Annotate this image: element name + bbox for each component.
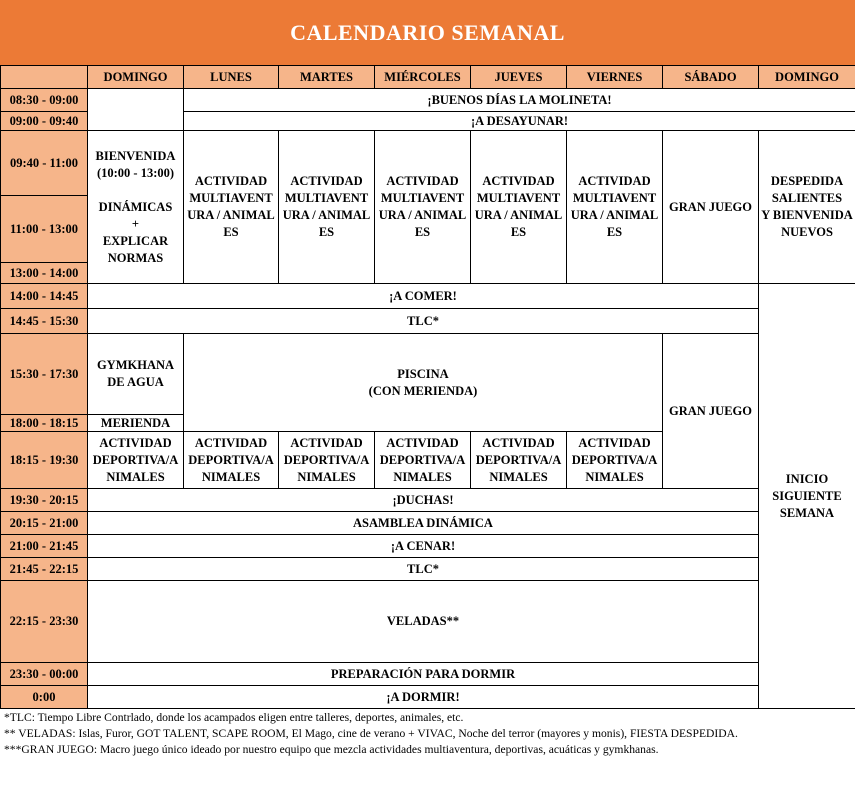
day-header: MARTES [278, 65, 375, 89]
event-actividad-multiaventura: ACTIVIDAD MULTIAVENTURA / ANIMALES [374, 130, 471, 284]
footnote-veladas: ** VELADAS: Islas, Furor, GOT TALENT, SCAPE ROOM, El Mago, cine de verano + VIVAC, Noche del terror (mayores y monis), FIESTA DESPEDIDA. [4, 727, 738, 740]
time-slot: 09:00 - 09:40 [0, 111, 88, 131]
day-header: DOMINGO [758, 65, 855, 89]
event-comer: ¡A COMER! [87, 283, 759, 309]
day-header: MIÉRCOLES [374, 65, 471, 89]
page-title: CALENDARIO SEMANAL [0, 0, 855, 65]
event-actividad-deportiva: ACTIVIDAD DEPORTIVA/ANIMALES [183, 431, 279, 489]
event-actividad-multiaventura: ACTIVIDAD MULTIAVENTURA / ANIMALES [278, 130, 375, 284]
event-veladas: VELADAS** [87, 580, 759, 663]
event-desayunar: ¡A DESAYUNAR! [183, 111, 855, 131]
time-slot: 18:15 - 19:30 [0, 431, 88, 489]
event-duchas: ¡DUCHAS! [87, 488, 759, 512]
event-inicio-siguiente-semana: INICIO SIGUIENTE SEMANA [758, 283, 855, 709]
event-gran-juego: GRAN JUEGO [662, 333, 759, 489]
footnotes [4, 710, 852, 758]
time-slot: 15:30 - 17:30 [0, 333, 88, 415]
time-slot: 20:15 - 21:00 [0, 511, 88, 535]
event-actividad-deportiva: ACTIVIDAD DEPORTIVA/ANIMALES [278, 431, 375, 489]
time-slot: 08:30 - 09:00 [0, 88, 88, 112]
time-slot: 13:00 - 14:00 [0, 262, 88, 284]
time-slot: 0:00 [0, 685, 88, 709]
event-actividad-multiaventura: ACTIVIDAD MULTIAVENTURA / ANIMALES [470, 130, 567, 284]
time-slot: 14:45 - 15:30 [0, 308, 88, 334]
time-slot: 11:00 - 13:00 [0, 195, 88, 263]
event-gymkhana: GYMKHANA DE AGUA [87, 333, 184, 415]
day-header: LUNES [183, 65, 279, 89]
empty-cell [87, 88, 184, 131]
event-actividad-multiaventura: ACTIVIDAD MULTIAVENTURA / ANIMALES [183, 130, 279, 284]
event-actividad-deportiva: ACTIVIDAD DEPORTIVA/ANIMALES [470, 431, 567, 489]
day-header: DOMINGO [87, 65, 184, 89]
event-asamblea: ASAMBLEA DINÁMICA [87, 511, 759, 535]
event-bienvenida: BIENVENIDA (10:00 - 13:00) DINÁMICAS + EXPLICAR NORMAS [87, 130, 184, 284]
event-actividad-deportiva: ACTIVIDAD DEPORTIVA/ANIMALES [87, 431, 184, 489]
event-despedida: DESPEDIDA SALIENTES Y BIENVENIDA NUEVOS [758, 130, 855, 284]
header-corner [0, 65, 88, 89]
event-actividad-deportiva: ACTIVIDAD DEPORTIVA/ANIMALES [566, 431, 663, 489]
day-header: JUEVES [470, 65, 567, 89]
event-tlc: TLC* [87, 308, 759, 334]
event-actividad-deportiva: ACTIVIDAD DEPORTIVA/ANIMALES [374, 431, 471, 489]
event-cenar: ¡A CENAR! [87, 534, 759, 558]
time-slot: 23:30 - 00:00 [0, 662, 88, 686]
footnote-gran-juego: ***GRAN JUEGO: Macro juego único ideado por nuestro equipo que mezcla actividades multiaventura, deportivas, acuáticas y gymkhanas. [4, 743, 659, 756]
day-header: SÁBADO [662, 65, 759, 89]
time-slot: 18:00 - 18:15 [0, 414, 88, 432]
time-slot: 14:00 - 14:45 [0, 283, 88, 309]
time-slot: 21:00 - 21:45 [0, 534, 88, 558]
event-dormir: ¡A DORMIR! [87, 685, 759, 709]
event-merienda: MERIENDA [87, 414, 184, 432]
event-tlc: TLC* [87, 557, 759, 581]
time-slot: 22:15 - 23:30 [0, 580, 88, 663]
event-piscina: PISCINA (CON MERIENDA) [183, 333, 663, 432]
event-preparacion: PREPARACIÓN PARA DORMIR [87, 662, 759, 686]
event-actividad-multiaventura: ACTIVIDAD MULTIAVENTURA / ANIMALES [566, 130, 663, 284]
time-slot: 19:30 - 20:15 [0, 488, 88, 512]
time-slot: 09:40 - 11:00 [0, 130, 88, 196]
footnote-tlc: *TLC: Tiempo Libre Contrlado, donde los acampados eligen entre talleres, deportes, animales, etc. [4, 711, 464, 724]
day-header: VIERNES [566, 65, 663, 89]
event-buenos-dias: ¡BUENOS DÍAS LA MOLINETA! [183, 88, 855, 112]
time-slot: 21:45 - 22:15 [0, 557, 88, 581]
event-gran-juego: GRAN JUEGO [662, 130, 759, 284]
